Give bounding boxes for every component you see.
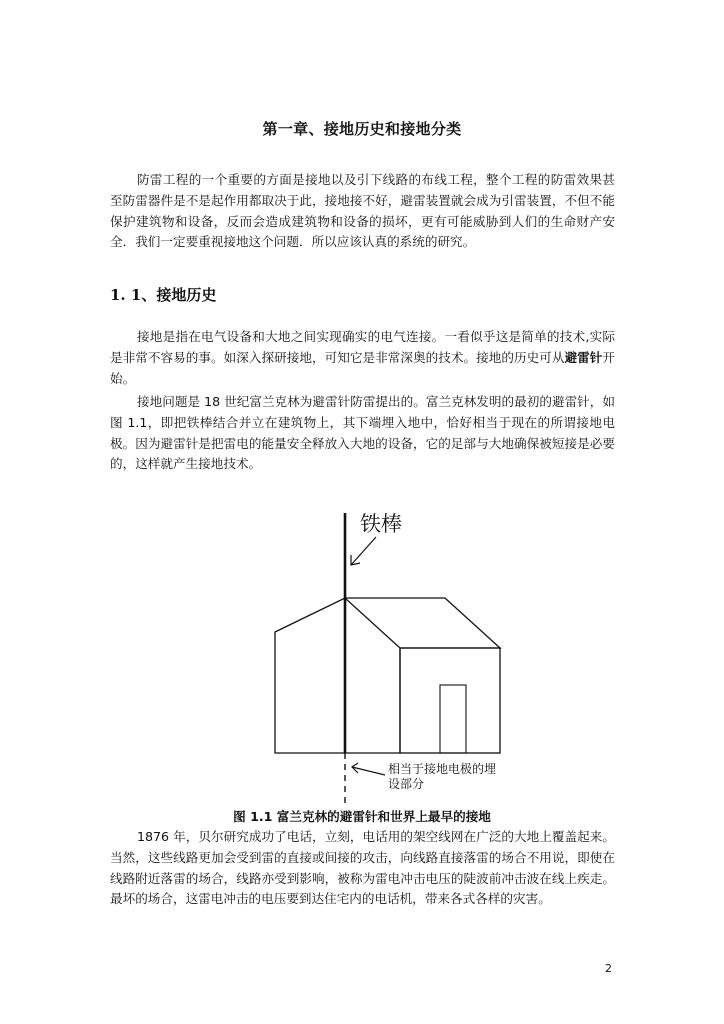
house-door bbox=[440, 685, 466, 753]
buried-label-arrow bbox=[352, 767, 385, 775]
label-buried-part-line1: 相当于接地电极的埋 bbox=[388, 762, 497, 776]
intro-paragraph: 防雷工程的一个重要的方面是接地以及引下线路的布线工程，整个工程的防雷效果甚至防雷器件是不是起作用都取决于此，接地接不好，避雷装置就会成为引雷装置，不但不能保护建筑物和设备，反而会造成建筑物和设备的损坏，更有可能威胁到人们的生命财产安全．我们一定要重视接地这个问题．所以应该认真的系统的研究。 bbox=[110, 172, 615, 250]
house-front-wall bbox=[400, 648, 500, 753]
house-gable-wall bbox=[275, 598, 400, 753]
para1-text-after: 开始。 bbox=[110, 349, 616, 386]
franklin-lightning-rod-figure bbox=[260, 505, 530, 805]
section-paragraph-3: 1876 年，贝尔研究成功了电话，立刻，电话用的架空线网在广泛的大地上覆盖起来。当然，这些线路更加会受到雷的直接或间接的攻击，向线路直接落雷的场合不用说，即使在线路附近落雷的场合，线路亦受到影响，被称为雷电冲击电压的陡波前冲击波在线上疾走。最坏的场合，这雷电冲击的电压要到达住宅内的电话机，带来各式各样的灾害。 bbox=[110, 829, 615, 907]
section-paragraph-1 bbox=[110, 327, 615, 389]
label-buried-part-line2: 设部分 bbox=[388, 777, 425, 791]
para1-bold-term: 避雷针 bbox=[564, 349, 603, 365]
section-heading: 1. 1、接地历史 bbox=[110, 286, 217, 304]
chapter-title: 第一章、接地历史和接地分类 bbox=[262, 120, 462, 138]
rod-label-arrow bbox=[351, 537, 376, 565]
house-roof bbox=[345, 598, 500, 648]
section-paragraph-2: 接地问题是 18 世纪富兰克林为避雷针防雷提出的。富兰克林发明的最初的避雷针，如图 1.1，即把铁棒结合并立在建筑物上，其下端埋入地中，恰好相当于现在的所谓接地电极。因为避雷针是把雷电的能量安全释放入大地的设备，它的足部与大地确保被短接是必要的，这样就产生接地技术。 bbox=[110, 394, 615, 472]
para1-text-before: 接地是指在电气设备和大地之间实现确实的电气连接。一看似乎这是简单的技术,实际是非常不容易的事。如深入探研接地，可知它是非常深奥的技术。接地的历史可从 bbox=[110, 329, 615, 365]
figure-caption: 图 1.1 富兰克林的避雷针和世界上最早的接地 bbox=[233, 809, 491, 824]
page-number: 2 bbox=[605, 962, 612, 975]
label-iron-rod: 铁棒 bbox=[360, 512, 402, 536]
